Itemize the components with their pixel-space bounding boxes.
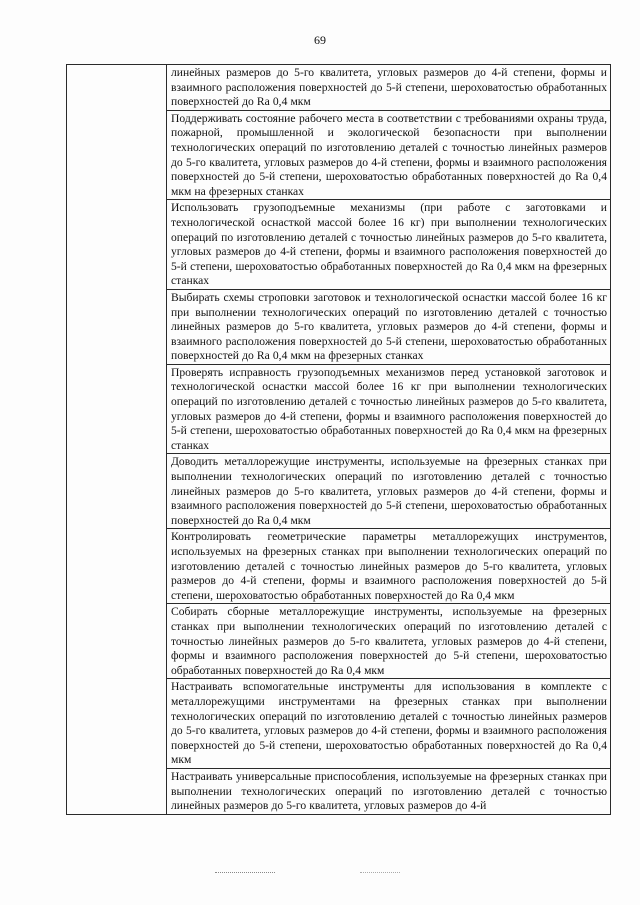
table-cell xyxy=(167,65,611,111)
table-cell xyxy=(167,364,611,454)
table-row xyxy=(67,65,611,111)
cell-text: Использовать грузоподъемные механизмы (при работе с заготовками и технологической оснасткой массой более 16 кг) при выполнении технологических операций по изготовлению деталей с точностью линейных размеров до 5-го квалитета, угловых размеров до 4-й степени, формы и взаимного расположения поверхностей до 5-й степени, шероховатостью обработанных поверхностей до Ra 0,4 мкм на фрезерных станках xyxy=(171,201,607,288)
scan-artifact-line xyxy=(215,872,275,874)
page-number: 69 xyxy=(314,33,326,47)
cell-text: линейных размеров до 5-го квалитета, угловых размеров до 4-й степени, формы и взаимного расположения поверхностей до 5-й степени, шероховатостью обработанных поверхностей до Ra 0,4 мкм xyxy=(171,66,607,109)
labor-functions-table xyxy=(66,64,611,815)
cell-text: Настраивать универсальные приспособления, используемые на фрезерных станках при выполнении технологических операций по изготовлению деталей с точностью линейных размеров до 5-го квалитета, угловых размеров до 4-й xyxy=(171,769,607,813)
scan-artifact-line xyxy=(360,872,400,874)
cell-text: Выбирать схемы строповки заготовок и технологической оснастки массой более 16 кг при выполнении технологических операций по изготовлению деталей с точностью линейных размеров до 5-го квалитета, угловых размеров до 4-й степени, формы и взаимного расположения поверхностей до 5-й степени, шероховатостью обработанных поверхностей до Ra 0,4 мкм на фрезерных станках xyxy=(171,290,607,363)
cell-text: Собирать сборные металлорежущие инструменты, используемые на фрезерных станках при выполнении технологических операций по изготовлению деталей с точностью линейных размеров до 5-го квалитета, угловых размеров до 4-й степени, формы и взаимного расположения поверхностей до 5-й степени, шероховатостью обработанных поверхностей до Ra 0,4 мкм xyxy=(171,605,607,677)
cell-text: Проверять исправность грузоподъемных механизмов перед установкой заготовок и технологической оснастки массой более 16 кг при выполнении технологических операций по изготовлению деталей с точностью линейных размеров до 5-го квалитета, угловых размеров до 4-й степени, формы и взаимного расположения поверхностей до 5-й степени, шероховатостью обработанных поверхностей до Ra 0,4 мкм на фрезерных станках xyxy=(171,365,607,452)
table-cell xyxy=(167,768,611,814)
cell-text: Настраивать вспомогательные инструменты для использования в комплекте с металлорежущими инструментами на фрезерных станках при выполнении технологических операций по изготовлению деталей с точностью линейных размеров до 5-го квалитета, угловых размеров до 4-й степени, формы и взаимного расположения поверхностей до 5-й степени, шероховатостью обработанных поверхностей до Ra 0,4 мкм xyxy=(171,680,607,767)
table-cell xyxy=(167,604,611,679)
cell-text: Поддерживать состояние рабочего места в соответствии с требованиями охраны труда, пожарной, промышленной и экологической безопасности при выполнении технологических операций по изготовлению деталей с точностью линейных размеров до 5-го квалитета, угловых размеров до 4-й степени, формы и взаимного расположения поверхностей до 5-й степени, шероховатостью обработанных поверхностей до Ra 0,4 мкм на фрезерных станках xyxy=(171,111,607,198)
table-cell xyxy=(167,679,611,769)
left-label-cell xyxy=(67,65,167,815)
cell-text: Доводить металлорежущие инструменты, используемые на фрезерных станках при выполнении технологических операций по изготовлению деталей с точностью линейных размеров до 5-го квалитета, угловых размеров до 4-й степени, формы и взаимного расположения поверхностей до 5-й степени, шероховатостью обработанных поверхностей до Ra 0,4 мкм xyxy=(171,455,607,527)
table-cell xyxy=(167,529,611,604)
table-cell xyxy=(167,454,611,529)
cell-text: Контролировать геометрические параметры металлорежущих инструментов, используемых на фрезерных станках при выполнении технологических операций по изготовлению деталей с точностью линейных размеров до 5-го квалитета, угловых размеров до 4-й степени, формы и взаимного расположения поверхностей до 5-й степени, шероховатостью обработанных поверхностей до Ra 0,4 мкм xyxy=(171,530,607,602)
table-cell xyxy=(167,110,611,200)
table-cell xyxy=(167,200,611,290)
table-cell xyxy=(167,289,611,364)
